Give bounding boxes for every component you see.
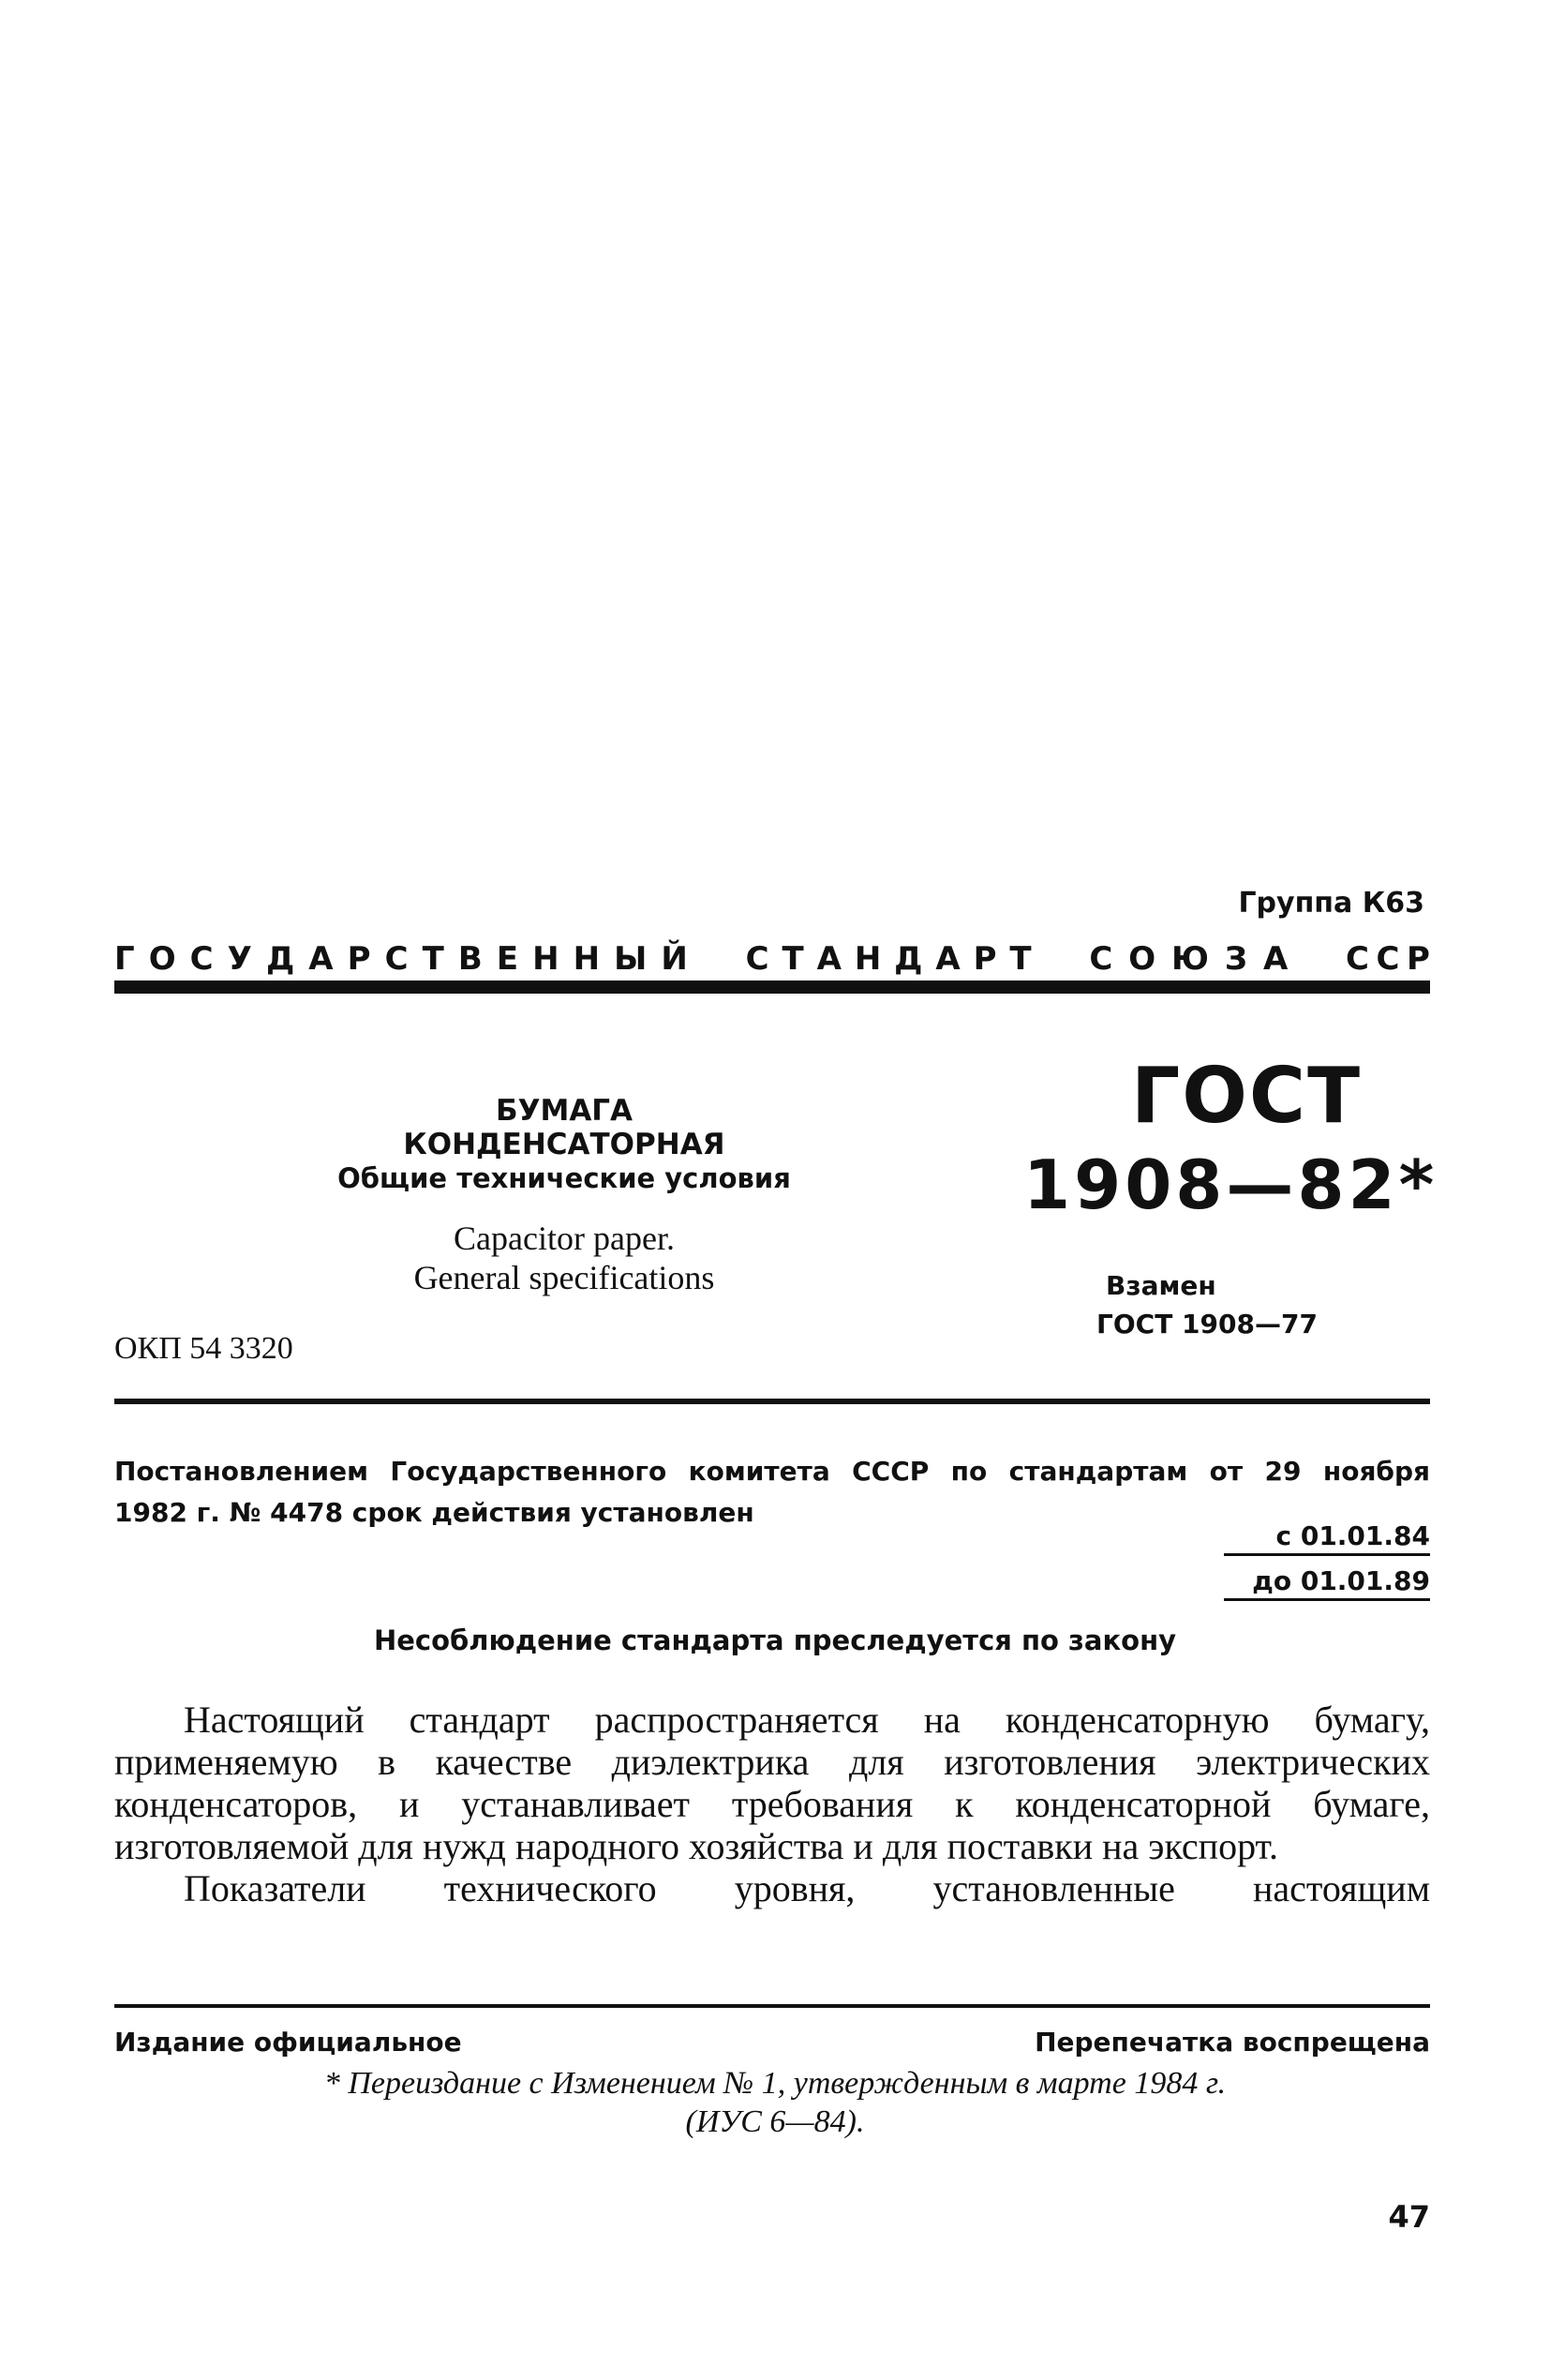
- union-title-letter: Н: [854, 940, 882, 978]
- union-title-word: [746, 940, 1032, 978]
- body-text: [114, 1699, 1430, 1909]
- reissue-note: * Переиздание с Изменением № 1, утвержденным в марте 1984 г.: [323, 2066, 1227, 2101]
- english-title-line: General specifications: [413, 1259, 715, 1296]
- section-rule: [114, 1399, 1430, 1404]
- union-title: [114, 940, 1430, 978]
- document-subtitle: Общие технические условия: [337, 1162, 791, 1194]
- union-title-letter: Н: [573, 940, 601, 978]
- union-title-letter: Р: [347, 940, 371, 978]
- union-title-letter: Д: [894, 940, 923, 978]
- union-title-letter: С: [745, 940, 769, 978]
- effective-to-date: до 01.01.89: [1224, 1565, 1430, 1601]
- reprint-notice: Перепечатка воспрещена: [1035, 2027, 1430, 2058]
- page-number: 47: [1388, 2199, 1430, 2235]
- union-title-letter: С: [189, 940, 214, 978]
- replaces-label: Взамен: [1106, 1270, 1216, 1301]
- gost-number: 1908—82*: [1023, 1145, 1438, 1224]
- union-title-letter: С: [1345, 940, 1369, 978]
- union-title-letter: Д: [265, 940, 295, 978]
- union-title-letter: У: [227, 940, 252, 978]
- effective-from-date: с 01.01.84: [1224, 1520, 1430, 1556]
- decree-line: Постановлением Государственного комитета СССР по стандартам от 29 ноября: [114, 1456, 1430, 1487]
- union-title-letter: З: [1224, 940, 1248, 978]
- document-title-english: [330, 1219, 798, 1297]
- union-title-letter: О: [1128, 940, 1156, 978]
- document-title: БУМАГА КОНДЕНСАТОРНАЯ: [403, 1094, 725, 1161]
- union-title-letter: Р: [1407, 940, 1430, 978]
- header-rule: [114, 980, 1430, 994]
- union-title-letter: Р: [973, 940, 997, 978]
- union-title-letter: С: [1089, 940, 1113, 978]
- union-title-letter: С: [384, 940, 409, 978]
- union-title-letter: Е: [496, 940, 519, 978]
- union-title-letter: Ю: [1171, 940, 1209, 978]
- footer-rule: [114, 2004, 1430, 2008]
- union-title-letter: С: [1376, 940, 1400, 978]
- union-title-letter: Й: [661, 940, 688, 978]
- union-title-letter: Т: [422, 940, 444, 978]
- body-paragraph: Показатели технического уровня, установленные настоящим: [184, 1867, 1430, 1909]
- body-paragraph: Настоящий стандарт распространяется на конденсаторную бумагу, применяемую в качестве диэлектрика для изготовления электрических конденсаторов, и устанавливает требования к конденсаторной бумаге, изготовляемой для нужд народного хозяйства и для поставки на экспорт.: [114, 1699, 1430, 1867]
- group-label: Группа К63: [1238, 887, 1424, 920]
- union-title-word: [114, 940, 688, 978]
- union-title-letter: А: [816, 940, 842, 978]
- replaces-value: ГОСТ 1908—77: [1096, 1309, 1318, 1340]
- union-title-letter: А: [1262, 940, 1289, 978]
- union-title-letter: Т: [1009, 940, 1032, 978]
- union-title-letter: А: [308, 940, 334, 978]
- union-title-letter: Т: [782, 940, 804, 978]
- union-title-letter: Ы: [614, 940, 648, 978]
- union-title-letter: Н: [532, 940, 559, 978]
- okp-code: ОКП 54 3320: [114, 1331, 293, 1366]
- union-title-letter: Г: [114, 940, 135, 978]
- union-title-letter: В: [457, 940, 483, 978]
- union-title-letter: О: [148, 940, 176, 978]
- union-title-word: [1089, 940, 1288, 978]
- english-title-line: Capacitor paper.: [454, 1220, 675, 1257]
- union-title-word: [1346, 940, 1430, 978]
- union-title-letter: А: [935, 940, 961, 978]
- gost-label: ГОСТ: [1130, 1052, 1363, 1141]
- decree-line: 1982 г. № 4478 срок действия установлен: [114, 1497, 754, 1528]
- compliance-notice: Несоблюдение стандарта преследуется по закону: [373, 1624, 1177, 1656]
- edition-label: Издание официальное: [114, 2027, 462, 2058]
- ius-note: (ИУС 6—84).: [685, 2104, 865, 2139]
